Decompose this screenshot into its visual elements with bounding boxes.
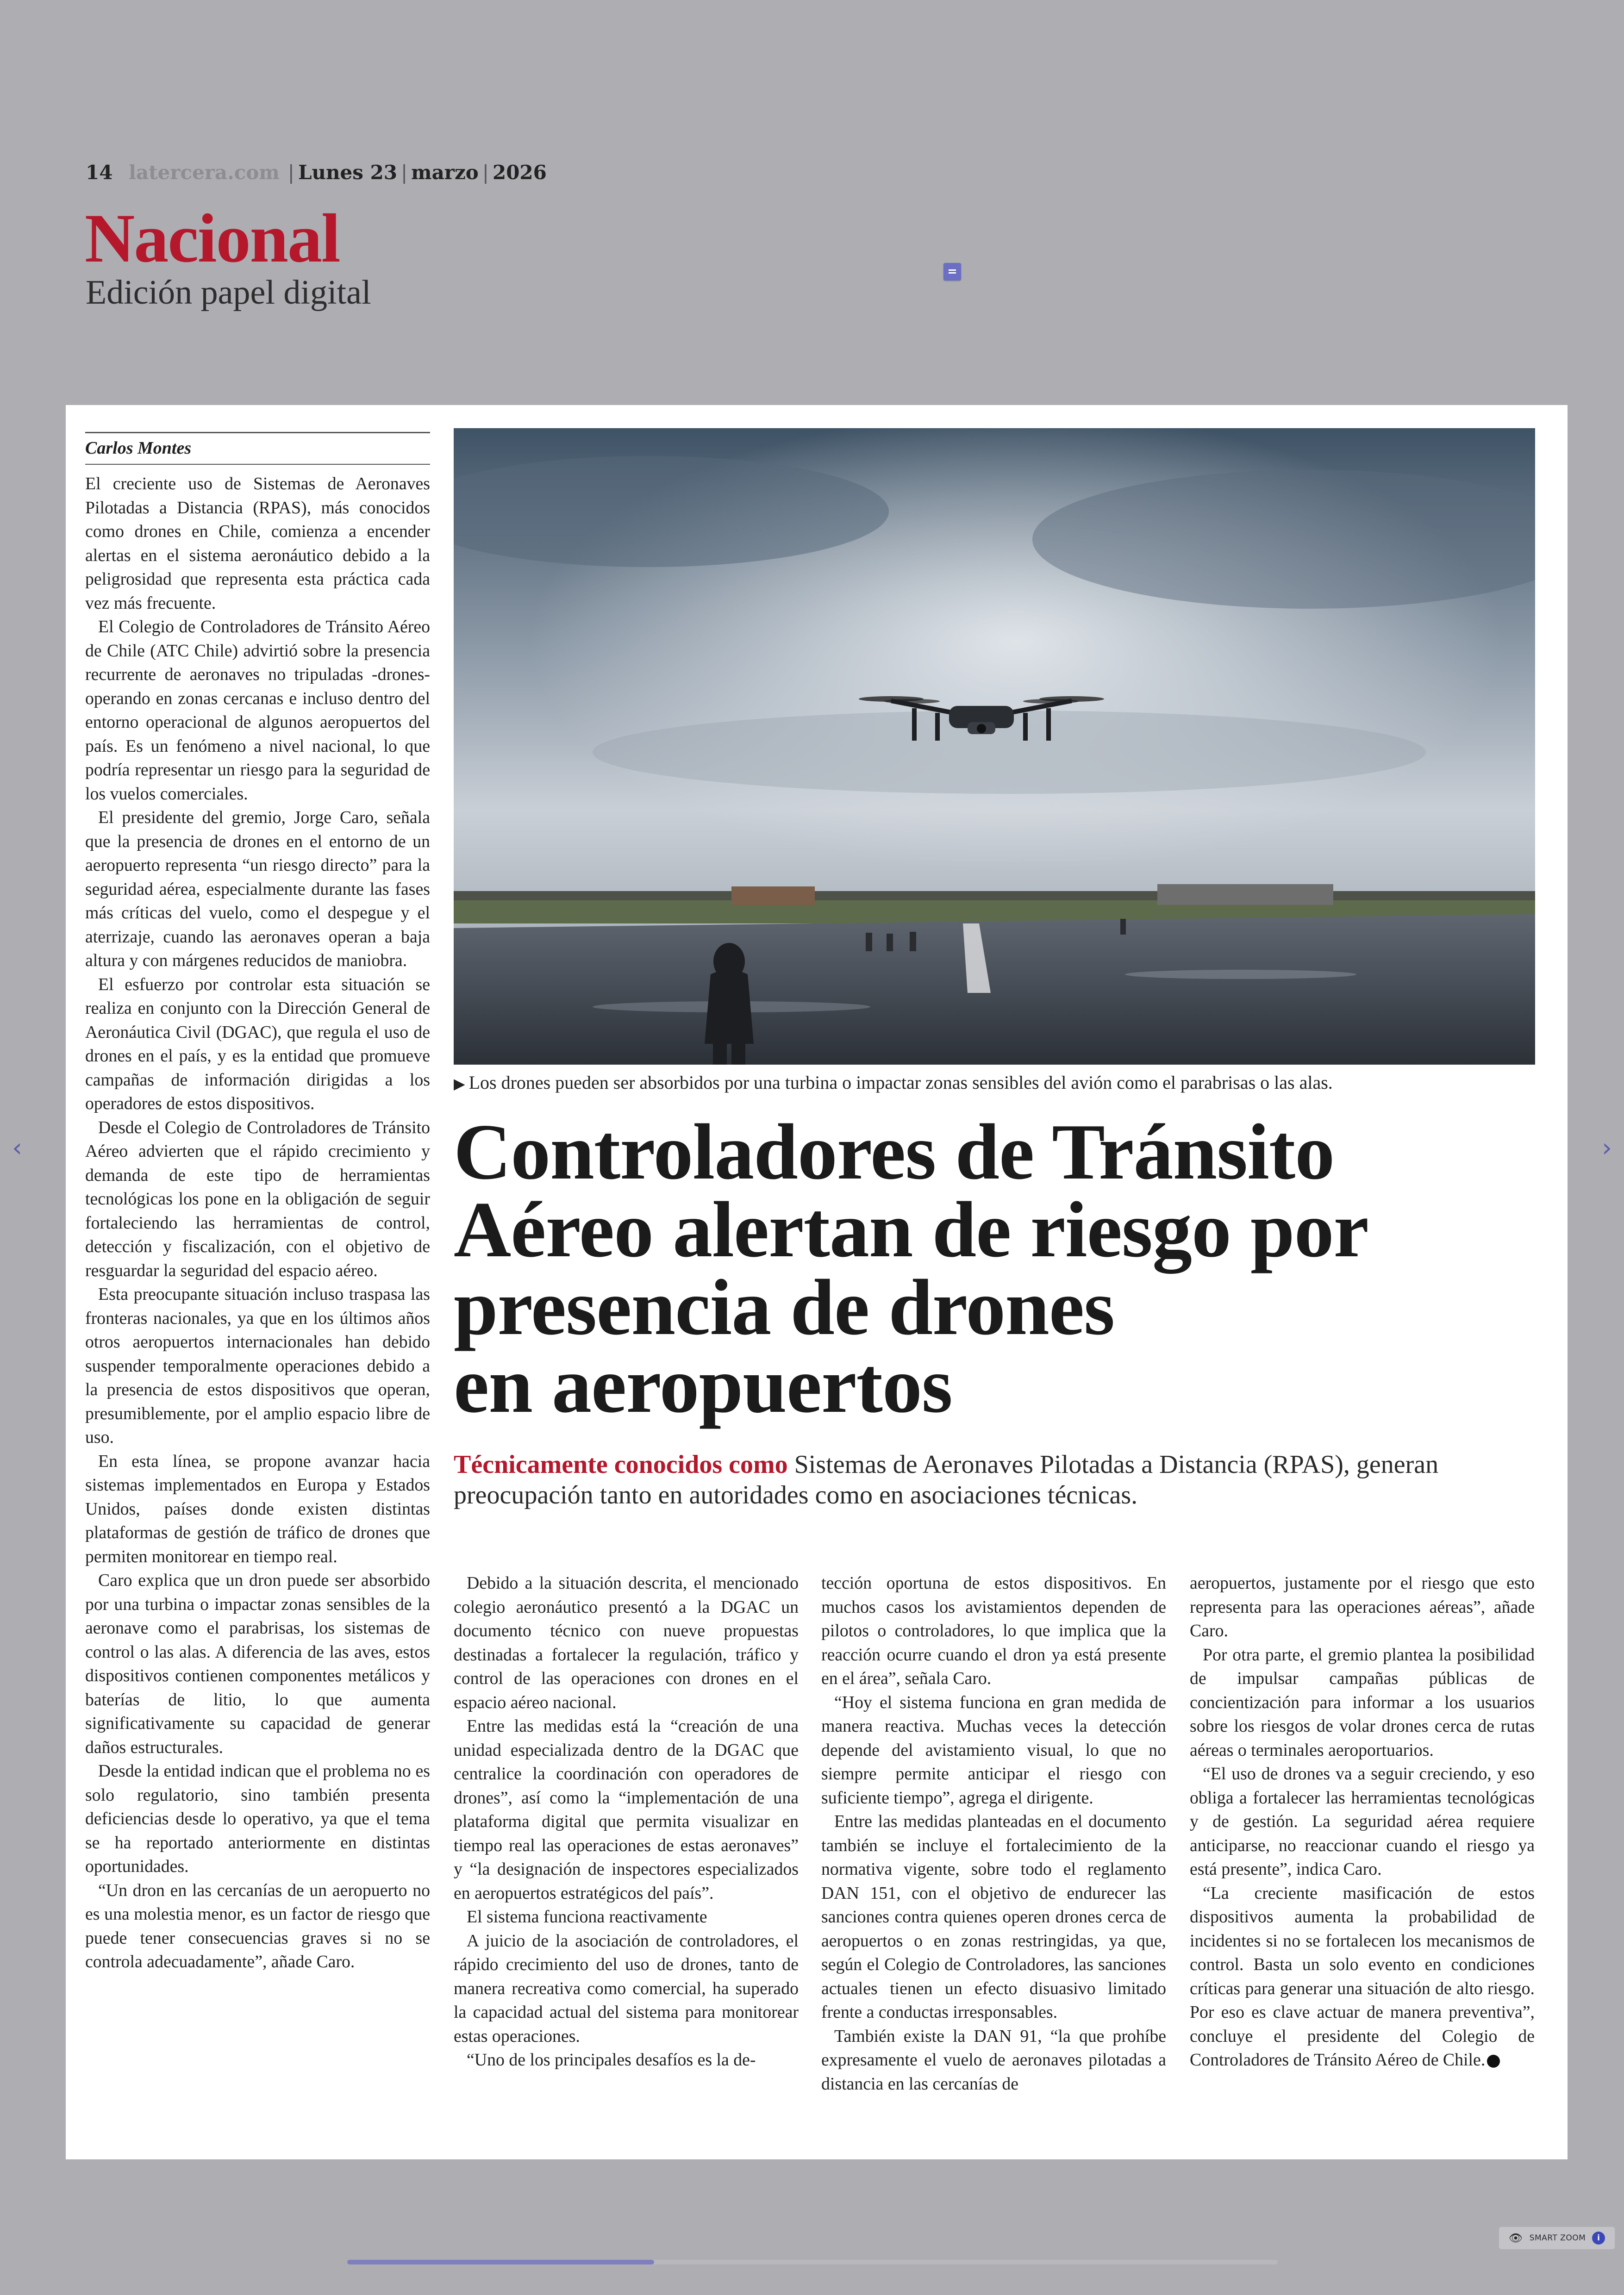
dek-text: Sistemas de Aeronaves Pilotadas a Distancia (RPAS), generan preocupación tanto en autoridades como en asociaciones técnicas.: [454, 1450, 1439, 1509]
paragraph: A juicio de la asociación de controladores, el rápido crecimiento del uso de drones, tanto de manera recreativa como comercial, ha superado la capacidad actual del sistema para monitorear estas operaciones.: [454, 1931, 799, 2046]
next-page-arrow-icon[interactable]: ›: [1602, 1133, 1612, 1162]
page-progress-bar[interactable]: [347, 2260, 1278, 2264]
site-name: latercera.com: [129, 161, 280, 184]
photo-caption: ▶ Los drones pueden ser absorbidos por una turbina o impactar zonas sensibles del avión como el parabrisas o las alas.: [454, 1072, 1333, 1093]
drone-photo[interactable]: [454, 428, 1535, 1065]
page-progress-fill: [347, 2260, 654, 2264]
paragraph: El esfuerzo por controlar esta situación se realiza en conjunto con la Dirección General de Aeronáutica Civil (DGAC), que regula el uso de drones en el país, y es la entidad que promueve campañas de información dirigidas a los operadores de estos dispositivos.: [85, 974, 430, 1113]
section-title: Nacional: [85, 200, 340, 277]
headline-line: en aeropuertos: [454, 1341, 952, 1429]
paragraph: aeropuertos, justamente por el riesgo que esto representa para las operaciones aéreas”, añade Caro.: [1190, 1573, 1535, 1640]
paragraph: Entre las medidas está la “creación de una unidad especializada dentro de la DGAC que centralice la coordinación con operadores de drones”, así como la “implementación de una plataforma digital que permita visualizar en tiempo real las operaciones de estas aeronaves” y “la designación de inspectores especializados en aeropuertos estratégicos del país”.: [454, 1716, 799, 1903]
article-headline: [454, 1108, 1546, 1429]
note-icon[interactable]: [943, 263, 961, 281]
paragraph: tección oportuna de estos dispositivos. En muchos casos los avistamientos dependen de pilotos o controladores, lo que implica que la reacción ocurre cuando el dron ya está presente en el área”, señala Caro.: [821, 1573, 1166, 1688]
paragraph: “El uso de drones va a seguir creciendo, y eso obliga a fortalecer las herramientas tecnológicas y de gestión. La seguridad aérea requiere anticiparse, no reaccionar cuando el riesgo ya está presente”, indica Caro.: [1190, 1764, 1535, 1879]
smart-zoom-label: SMART ZOOM: [1529, 2233, 1586, 2243]
paragraph: Entre las medidas planteadas en el documento también se incluye el fortalecimiento de la normativa vigente, sobre todo el reglamento DAN 151, con el objetivo de endurecer las sanciones contra quienes operen drones cerca de aeropuertos o en zonas restringidas, ya que, según el Colegio de Controladores, las sanciones actuales tienen un efecto disuasivo limitado frente a conductas irresponsables.: [821, 1812, 1166, 2022]
paragraph: Por otra parte, el gremio plantea la posibilidad de impulsar campañas públicas de concientización para informar a los usuarios sobre los riesgos de volar drones cerca de rutas aéreas o terminales aeroportuarios.: [1190, 1645, 1535, 1760]
headline-line: Aéreo alertan de riesgo por: [454, 1186, 1368, 1274]
paragraph: “Uno de los principales desafíos es la de-: [467, 2050, 756, 2070]
date-year: 2026: [492, 161, 547, 184]
article-column-3: [821, 1572, 1166, 2096]
eye-icon: 👁: [1508, 2232, 1523, 2245]
paragraph: Desde el Colegio de Controladores de Tránsito Aéreo advierten que el rápido crecimiento y demanda de este tipo de herramientas tecnológicas los pone en la obligación de seguir fortaleciendo las herramientas de control, detección y fiscalización, con el objetivo de resguardar la seguridad del espacio aéreo.: [85, 1117, 430, 1280]
paragraph: También existe la DAN 91, “la que prohíbe expresamente el vuelo de aeronaves pilotadas a distancia en las cercanías de: [821, 2026, 1166, 2094]
paragraph: En esta línea, se propone avanzar hacia sistemas implementados en Europa y Estados Unidos, países donde existen distintas plataformas de gestión de tráfico de drones que permiten monitorear en tiempo real.: [85, 1451, 430, 1566]
byline: Carlos Montes: [85, 432, 430, 465]
caption-arrow-icon: ▶: [454, 1075, 465, 1092]
paragraph: Desde la entidad indican que el problema no es solo regulatorio, sino también presenta deficiencias desde lo operativo, ya que el tema se ha reportado anteriormente en distintas oportunidades.: [85, 1761, 430, 1876]
paragraph: El Colegio de Controladores de Tránsito Aéreo de Chile (ATC Chile) advirtió sobre la presencia recurrente de aeronaves no tripuladas -drones- operando en zonas cercanas e incluso dentro del entorno operacional de algunos aeropuertos del país. Es un fenómeno a nivel nacional, lo que podría representar un riesgo para la seguridad de los vuelos comerciales.: [85, 617, 430, 804]
smart-zoom-button[interactable]: [1499, 2226, 1615, 2250]
article-column-4: [1190, 1572, 1535, 2072]
paragraph: El presidente del gremio, Jorge Caro, señala que la presencia de drones en el entorno de un aeropuerto representa “un riesgo directo” para la seguridad aérea, especialmente durante las fases más críticas del vuelo, como el despegue y el aterrizaje, cuando las aeronaves operan a baja altura y con márgenes reducidos de maniobra.: [85, 808, 430, 970]
page-header-line: 14 latercera.com | Lunes 23 | marzo | 2026: [86, 161, 547, 184]
paragraph: El creciente uso de Sistemas de Aeronaves Pilotadas a Distancia (RPAS), más conocidos como drones en Chile, comienza a encender alertas en el sistema aeronáutico debido a la peligrosidad que representa esta práctica cada vez más frecuente.: [85, 474, 430, 613]
paragraph: Caro explica que un dron puede ser absorbido por una turbina o impactar zonas sensibles de la aeronave como el parabrisas, los sistemas de control o las alas. A diferencia de las aves, estos dispositivos contienen componentes metálicos y baterías de litio, lo que aumenta significativamente su capacidad de generar daños estructurales.: [85, 1571, 430, 1757]
dek-kicker: Técnicamente conocidos como: [454, 1450, 788, 1479]
article-column-1: [85, 472, 430, 1974]
paragraph: “Hoy el sistema funciona en gran medida de manera reactiva. Muchas veces la detección depende del avistamiento visual, lo que no siempre permite anticipar el riesgo con suficiente tiempo”, agrega el dirigente.: [821, 1692, 1166, 1808]
subheading: El sistema funciona reactivamente: [467, 1907, 707, 1927]
headline-line: presencia de drones: [454, 1264, 1115, 1352]
date-day: Lunes 23: [298, 161, 397, 184]
paragraph: Esta preocupante situación incluso traspasa las fronteras nacionales, ya que en los últimos años otros aeropuertos internacionales han debido suspender temporalmente operaciones debido a la presencia de estos dispositivos que operan, presumiblemente, por el amplio espacio libre de uso.: [85, 1285, 430, 1447]
previous-page-arrow-icon[interactable]: ‹: [12, 1133, 22, 1162]
headline-line: Controladores de Tránsito: [454, 1108, 1335, 1196]
page-number: 14: [86, 161, 113, 184]
edition-subtitle: Edición papel digital: [86, 274, 371, 312]
paragraph: “Un dron en las cercanías de un aeropuerto no es una molestia menor, es un factor de riesgo que puede tener consecuencias graves si no se controla adecuadamente”, añade Caro.: [85, 1880, 430, 1971]
paragraph: Debido a la situación descrita, el mencionado colegio aeronáutico presentó a la DGAC un documento técnico con nueve propuestas destinadas a fortalecer la regulación, tráfico y control de las operaciones con drones en el espacio aéreo nacional.: [454, 1573, 799, 1712]
article-dek: [454, 1449, 1537, 1510]
date-month: marzo: [411, 161, 479, 184]
paragraph: “La creciente masificación de estos dispositivos aumenta la probabilidad de incidentes si no se fortalecen los mecanismos de control. Basta un solo evento en condiciones críticas para generar una situación de alto riesgo. Por eso es clave actuar de manera preventiva”, concluye el presidente del Colegio de Controladores de Tránsito Aéreo de Chile.: [1190, 1883, 1535, 2070]
end-mark-icon: [1487, 2055, 1500, 2068]
article-column-2: [454, 1572, 799, 2072]
newspaper-page[interactable]: [66, 405, 1568, 2159]
info-icon[interactable]: i: [1592, 2232, 1605, 2245]
